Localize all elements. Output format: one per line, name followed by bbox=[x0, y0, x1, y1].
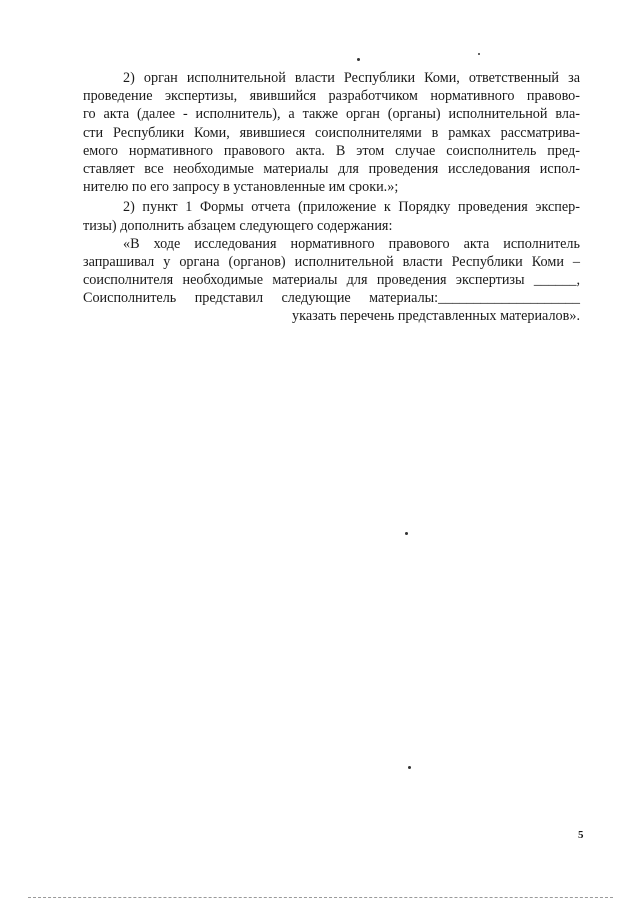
paragraph-2-line-1: 2) пункт 1 Формы отчета (приложение к Порядку проведения экспер- bbox=[123, 199, 580, 216]
paragraph-3-line-2: запрашивал у органа (органов) исполнительной власти Республики Коми – bbox=[83, 253, 580, 270]
scan-edge-line bbox=[28, 897, 613, 898]
paragraph-3-line-4: Соисполнитель представил следующие материалы:____________________ bbox=[83, 290, 580, 307]
paragraph-1-line-6: ставляет все необходимые материалы для проведения исследования испол- bbox=[83, 160, 580, 177]
paragraph-1-line-5: емого нормативного правового акта. В этом случае соисполнитель пред- bbox=[83, 142, 580, 159]
paragraph-2-line-2: тизы) дополнить абзацем следующего содержания: bbox=[83, 217, 393, 234]
paragraph-1-line-7: нителю по его запросу в установленные им сроки.»; bbox=[83, 179, 399, 196]
paragraph-1-line-1: 2) орган исполнительной власти Республики Коми, ответственный за bbox=[123, 70, 580, 86]
scan-speck bbox=[357, 58, 360, 61]
scan-speck bbox=[408, 766, 411, 769]
paragraph-1-line-4: сти Республики Коми, явившиеся соисполнителями в рамках рассматрива- bbox=[83, 124, 580, 141]
paragraph-3-line-1: «В ходе исследования нормативного правового акта исполнитель bbox=[123, 235, 580, 252]
page-number: 5 bbox=[578, 829, 584, 841]
paragraph-1-line-3: го акта (далее - исполнитель), а также орган (органы) исполнительной вла- bbox=[83, 106, 580, 123]
scan-speck bbox=[478, 53, 480, 55]
paragraph-3-line-3: соисполнителя необходимые материалы для проведения экспертизы ______, bbox=[83, 272, 580, 289]
scan-speck bbox=[405, 532, 408, 535]
paragraph-1-line-2: проведение экспертизы, явившийся разработчиком нормативного правово- bbox=[83, 88, 580, 105]
paragraph-3-line-5: указать перечень представленных материалов». bbox=[292, 308, 580, 325]
document-body bbox=[83, 69, 580, 326]
